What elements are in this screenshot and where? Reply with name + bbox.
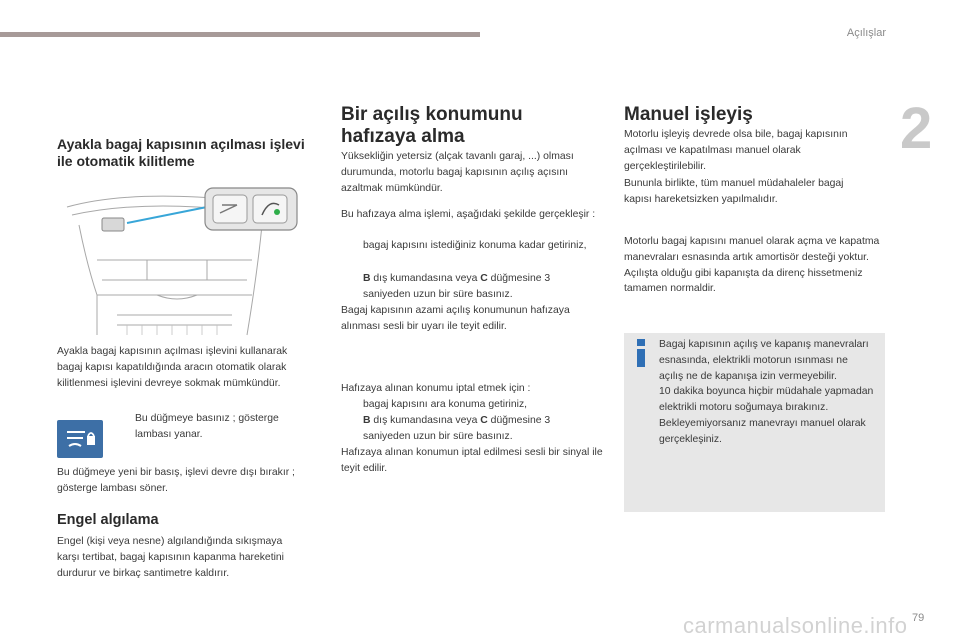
bullet-mark — [113, 411, 135, 443]
memory-p4: Hafızaya alınan konumu iptal etmek için : — [341, 383, 531, 394]
memory-bullet-2-mid: dış kumandasına veya — [370, 273, 481, 284]
info-icon — [632, 339, 650, 367]
manual-p2: Bununla birlikte, tüm manuel müdahaleler bagaj kapısı hareketsizken yapılmalıdır. — [624, 178, 844, 205]
memory-p3: Bagaj kapısının azami açılış konumunun hafızaya alınması sesli bir uyarı ile teyit edilir. — [341, 305, 570, 332]
cancel-bullet-2-text — [363, 413, 596, 445]
header-bar — [0, 32, 480, 37]
bullet-mark — [341, 271, 363, 303]
memory-bullet-1 — [341, 238, 596, 254]
memory-heading: Bir açılış konumunu hafızaya alma — [341, 104, 523, 147]
cancel-bullet-1 — [341, 397, 596, 413]
bullet-mark — [341, 397, 363, 413]
memory-bullet-2 — [341, 271, 596, 303]
cancel-bullet-2-mid: dış kumandasına veya — [370, 415, 481, 426]
lock-button-icon — [57, 420, 103, 458]
foot-open-intro: Ayakla bagaj kapısının açılması işlevini kullanarak bagaj kapısı kapatıldığında aracın otomatik olarak kilitlenmesi işlevini devreye sokmak mümkündür. — [57, 346, 288, 389]
info-text-3: Bekleyemiyorsanız manevrayı manuel olarak gerçekleşiniz. — [659, 418, 866, 445]
chapter-number: 2 — [900, 96, 933, 161]
page-number: 79 — [912, 612, 925, 624]
memory-bullet-2-post: düğmesine 3 saniyeden uzun bir süre basınız. — [363, 273, 551, 300]
info-text — [659, 337, 874, 448]
memory-p1: Yüksekliğin yetersiz (alçak tavanlı garaj, ...) olması durumunda, motorlu bagaj kapısının açılış açısını azaltmak mümkündür. — [341, 151, 574, 194]
manual-p1: Motorlu işleyiş devrede olsa bile, bagaj kapısının açılması ve kapatılması manuel olarak gerçekleştirilebilir. — [624, 129, 848, 172]
cancel-bullet-2-post: düğmesine 3 saniyeden uzun bir süre basınız. — [363, 415, 551, 442]
section-title: Açılışlar — [846, 27, 886, 39]
lock-bullet-text: Bu düğmeye basınız ; gösterge lambası yanar. — [135, 413, 279, 440]
bullet-mark — [341, 238, 363, 254]
obstacle-heading: Engel algılama — [57, 512, 159, 528]
memory-bullet-2-text — [363, 271, 596, 303]
memory-p2: Bu hafızaya alma işlemi, aşağıdaki şekilde gerçekleşir : — [341, 209, 596, 220]
control-b: B — [363, 273, 371, 284]
lock-bullet — [113, 411, 309, 443]
info-box — [624, 333, 885, 512]
control-c: C — [480, 273, 488, 284]
info-text-2: 10 dakika boyunca hiçbir müdahale yapmadan elektrikli motoru soğumaya bırakınız. — [659, 386, 874, 414]
cancel-bullet-1-text: bagaj kapısını ara konuma getiriniz, — [363, 399, 528, 410]
tailgate-illustration — [57, 185, 302, 337]
cancel-bullet-2 — [341, 413, 596, 445]
manual-p3: Motorlu bagaj kapısını manuel olarak açma ve kapatma manevraları esnasında artık amortisör desteği yoktur. Açılışta olduğu gibi kapanışta da direnç hissetmeniz tamamen normaldir. — [624, 236, 880, 295]
watermark: carmanualsonline.info — [683, 613, 908, 638]
info-text-1: Bagaj kapısının açılış ve kapanış manevraları esnasında, elektrikli motorun ısınması ne açılış ne de kapanışa izin vermeyebilir. — [659, 339, 869, 382]
obstacle-text: Engel (kişi veya nesne) algılandığında sıkışmaya karşı tertibat, bagaj kapısının kapanma hareketini durdurur ve birkaç santimetre kaldırır. — [57, 536, 284, 579]
foot-open-heading: Ayakla bagaj kapısının açılması işlevi ile otomatik kilitleme — [57, 136, 305, 169]
memory-bullet-1-text: bagaj kapısını istediğiniz konuma kadar getiriniz, — [363, 240, 587, 251]
control-b: B — [363, 415, 371, 426]
control-c: C — [480, 415, 488, 426]
memory-p5: Hafızaya alınan konumun iptal edilmesi sesli bir sinyal ile teyit edilir. — [341, 447, 603, 474]
bullet-mark — [341, 413, 363, 445]
manual-heading: Manuel işleyiş — [624, 104, 753, 125]
foot-open-outro: Bu düğmeye yeni bir basış, işlevi devre dışı bırakır ; gösterge lambası söner. — [57, 467, 295, 494]
